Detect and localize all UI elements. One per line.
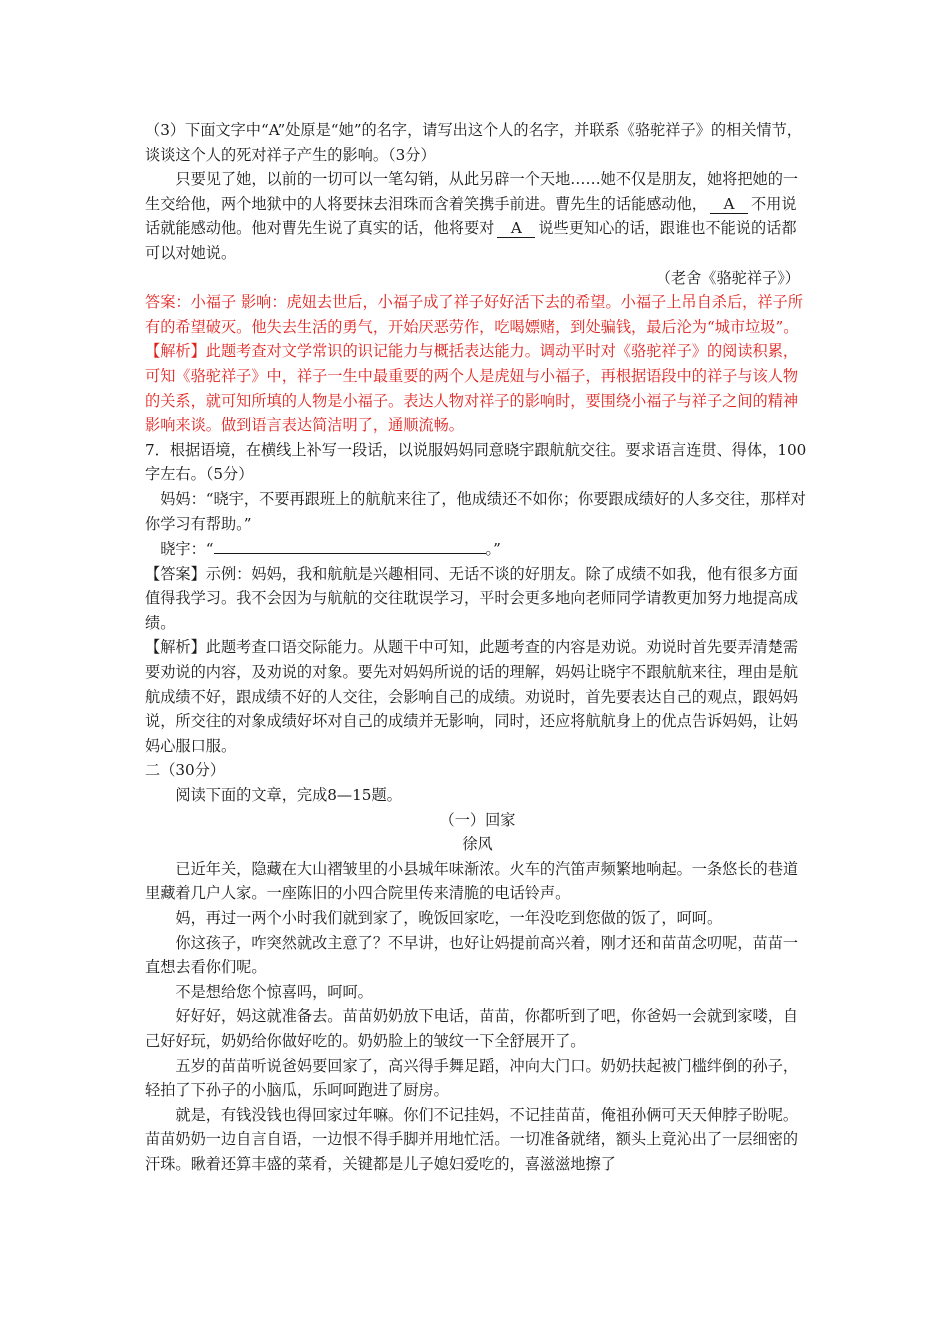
q7-answer-blank (214, 536, 486, 554)
q7-analysis: 【解析】此题考查口语交际能力。从题干中可知，此题考查的内容是劝说。劝说时首先要弄清楚需要劝说的内容，及劝说的对象。要先对妈妈所说的话的理解，妈妈让晓宇不跟航航来往，理由是航航成绩不好，跟成绩不好的人交往，会影响自己的成绩。劝说时，首先要表达自己的观点，跟妈妈说，所交往的对象成绩好坏对自己的成绩并无影响，同时，还应将航航身上的优点告诉妈妈，让妈妈心服口服。 (145, 638, 799, 755)
article-paragraph: 你这孩子，咋突然就改主意了？不早讲，也好让妈提前高兴着，刚才还和苗苗念叨呢，苗苗一直想去看你们呢。 (145, 933, 799, 977)
q3-passage-part1: 只要见了她，以前的一切可以一笔勾销，从此另辟一个天地……她不仅是朋友，她将把她的一生交给他，两个地狱中的人将要抹去泪珠而含着笑携手前进。曹先生的话能感动他， (145, 170, 799, 213)
q3-analysis: 【解析】此题考查对文学常识的识记能力与概括表达能力。调动平时对《骆驼祥子》的阅读积累，可知《骆驼祥子》中，祥子一生中最重要的两个人是虎妞与小福子，再根据语段中的祥子与该人物的关系，就可知所填的人物是小福子。表达人物对祥子的影响时，要围绕小福子与祥子之间的精神影响来谈。做到语言表达简洁明了，通顺流畅。 (145, 342, 799, 435)
article-paragraph: 已近年关，隐藏在大山褶皱里的小县城年味渐浓。火车的汽笛声频繁地响起。一条悠长的巷道里藏着几户人家。一座陈旧的小四合院里传来清脆的电话铃声。 (145, 859, 799, 903)
q3-blank-a-2: A (497, 219, 535, 238)
article-paragraph: 好好好，妈这就准备去。苗苗奶奶放下电话，苗苗，你都听到了吧，你爸妈一会就到家喽，自己好好玩，奶奶给你做好吃的。奶奶脸上的皱纹一下全舒展开了。 (145, 1007, 799, 1050)
document-page (145, 118, 810, 1177)
article-paragraph: 五岁的苗苗听说爸妈要回家了，高兴得手舞足蹈，冲向大门口。奶奶扶起被门槛绊倒的孙子，轻拍了下孙子的小脑瓜，乐呵呵跑进了厨房。 (145, 1056, 799, 1100)
article-paragraph: 妈，再过一两个小时我们就到家了，晚饭回家吃，一年没吃到您做的饭了，呵呵。 (175, 909, 723, 927)
q3-prompt: （3）下面文字中“A”处原是“她”的名字，请写出这个人的名字，并联系《骆驼祥子》的相关情节，谈谈这个人的死对祥子产生的影响。（3分） (145, 121, 802, 164)
q3-answer: 答案：小福子 影响：虎妞去世后，小福子成了祥子好好活下去的希望。小福子上吊自杀后，祥子所有的希望破灭。他失去生活的勇气，开始厌恶劳作，吃喝嫖赌，到处骗钱，最后沦为“城市垃圾”。 (145, 293, 803, 336)
q7-xiaoyu-suffix: 。” (485, 540, 501, 559)
q3-passage (145, 167, 810, 265)
q7-xiaoyu-prefix: 晓宇：“ (160, 540, 214, 559)
q7-xiaoyu-line (145, 536, 810, 562)
section2-instruction: 阅读下面的文章，完成8—15题。 (175, 786, 402, 805)
q7-prompt: 7．根据语境，在横线上补写一段话，以说服妈妈同意晓宇跟航航交往。要求语言连贯、得体，100字左右。（5分） (145, 440, 807, 484)
q3-passage-part3: 说些更知心的话，跟谁也不能说的话都可以对她说。 (145, 219, 797, 262)
article-paragraph: 就是，有钱没钱也得回家过年嘛。你们不记挂妈，不记挂苗苗，俺祖孙俩可天天伸脖子盼呢。苗苗奶奶一边自言自语，一边恨不得手脚并用地忙活。一切准备就绪，额头上竟沁出了一层细密的汗珠。瞅着还算丰盛的菜肴，关键都是儿子媳妇爱吃的，喜滋滋地擦了 (145, 1105, 799, 1173)
article-paragraph: 不是想给您个惊喜吗，呵呵。 (175, 982, 373, 1001)
q3-source: （老舍《骆驼祥子》） (655, 268, 800, 287)
article-author: 徐风 (462, 835, 493, 854)
article-title: （一）回家 (439, 810, 516, 829)
q7-mom-line: 妈妈：“晓宇，不要再跟班上的航航来往了，他成绩还不如你；你要跟成绩好的人多交往，那样对你学习有帮助。” (145, 489, 806, 533)
q3-passage-part2: 不用说话就能感动他。他对曹先生说了真实的话，他将要对 (145, 194, 797, 238)
section2-heading: 二（30分） (145, 761, 226, 780)
q3-blank-a-1: A (710, 195, 748, 214)
q7-answer: 【答案】示例：妈妈，我和航航是兴趣相同、无话不谈的好朋友。除了成绩不如我，他有很多方面值得我学习。我不会因为与航航的交往耽误学习，平时会更多地向老师同学请教更加努力地提高成绩。 (145, 564, 799, 632)
